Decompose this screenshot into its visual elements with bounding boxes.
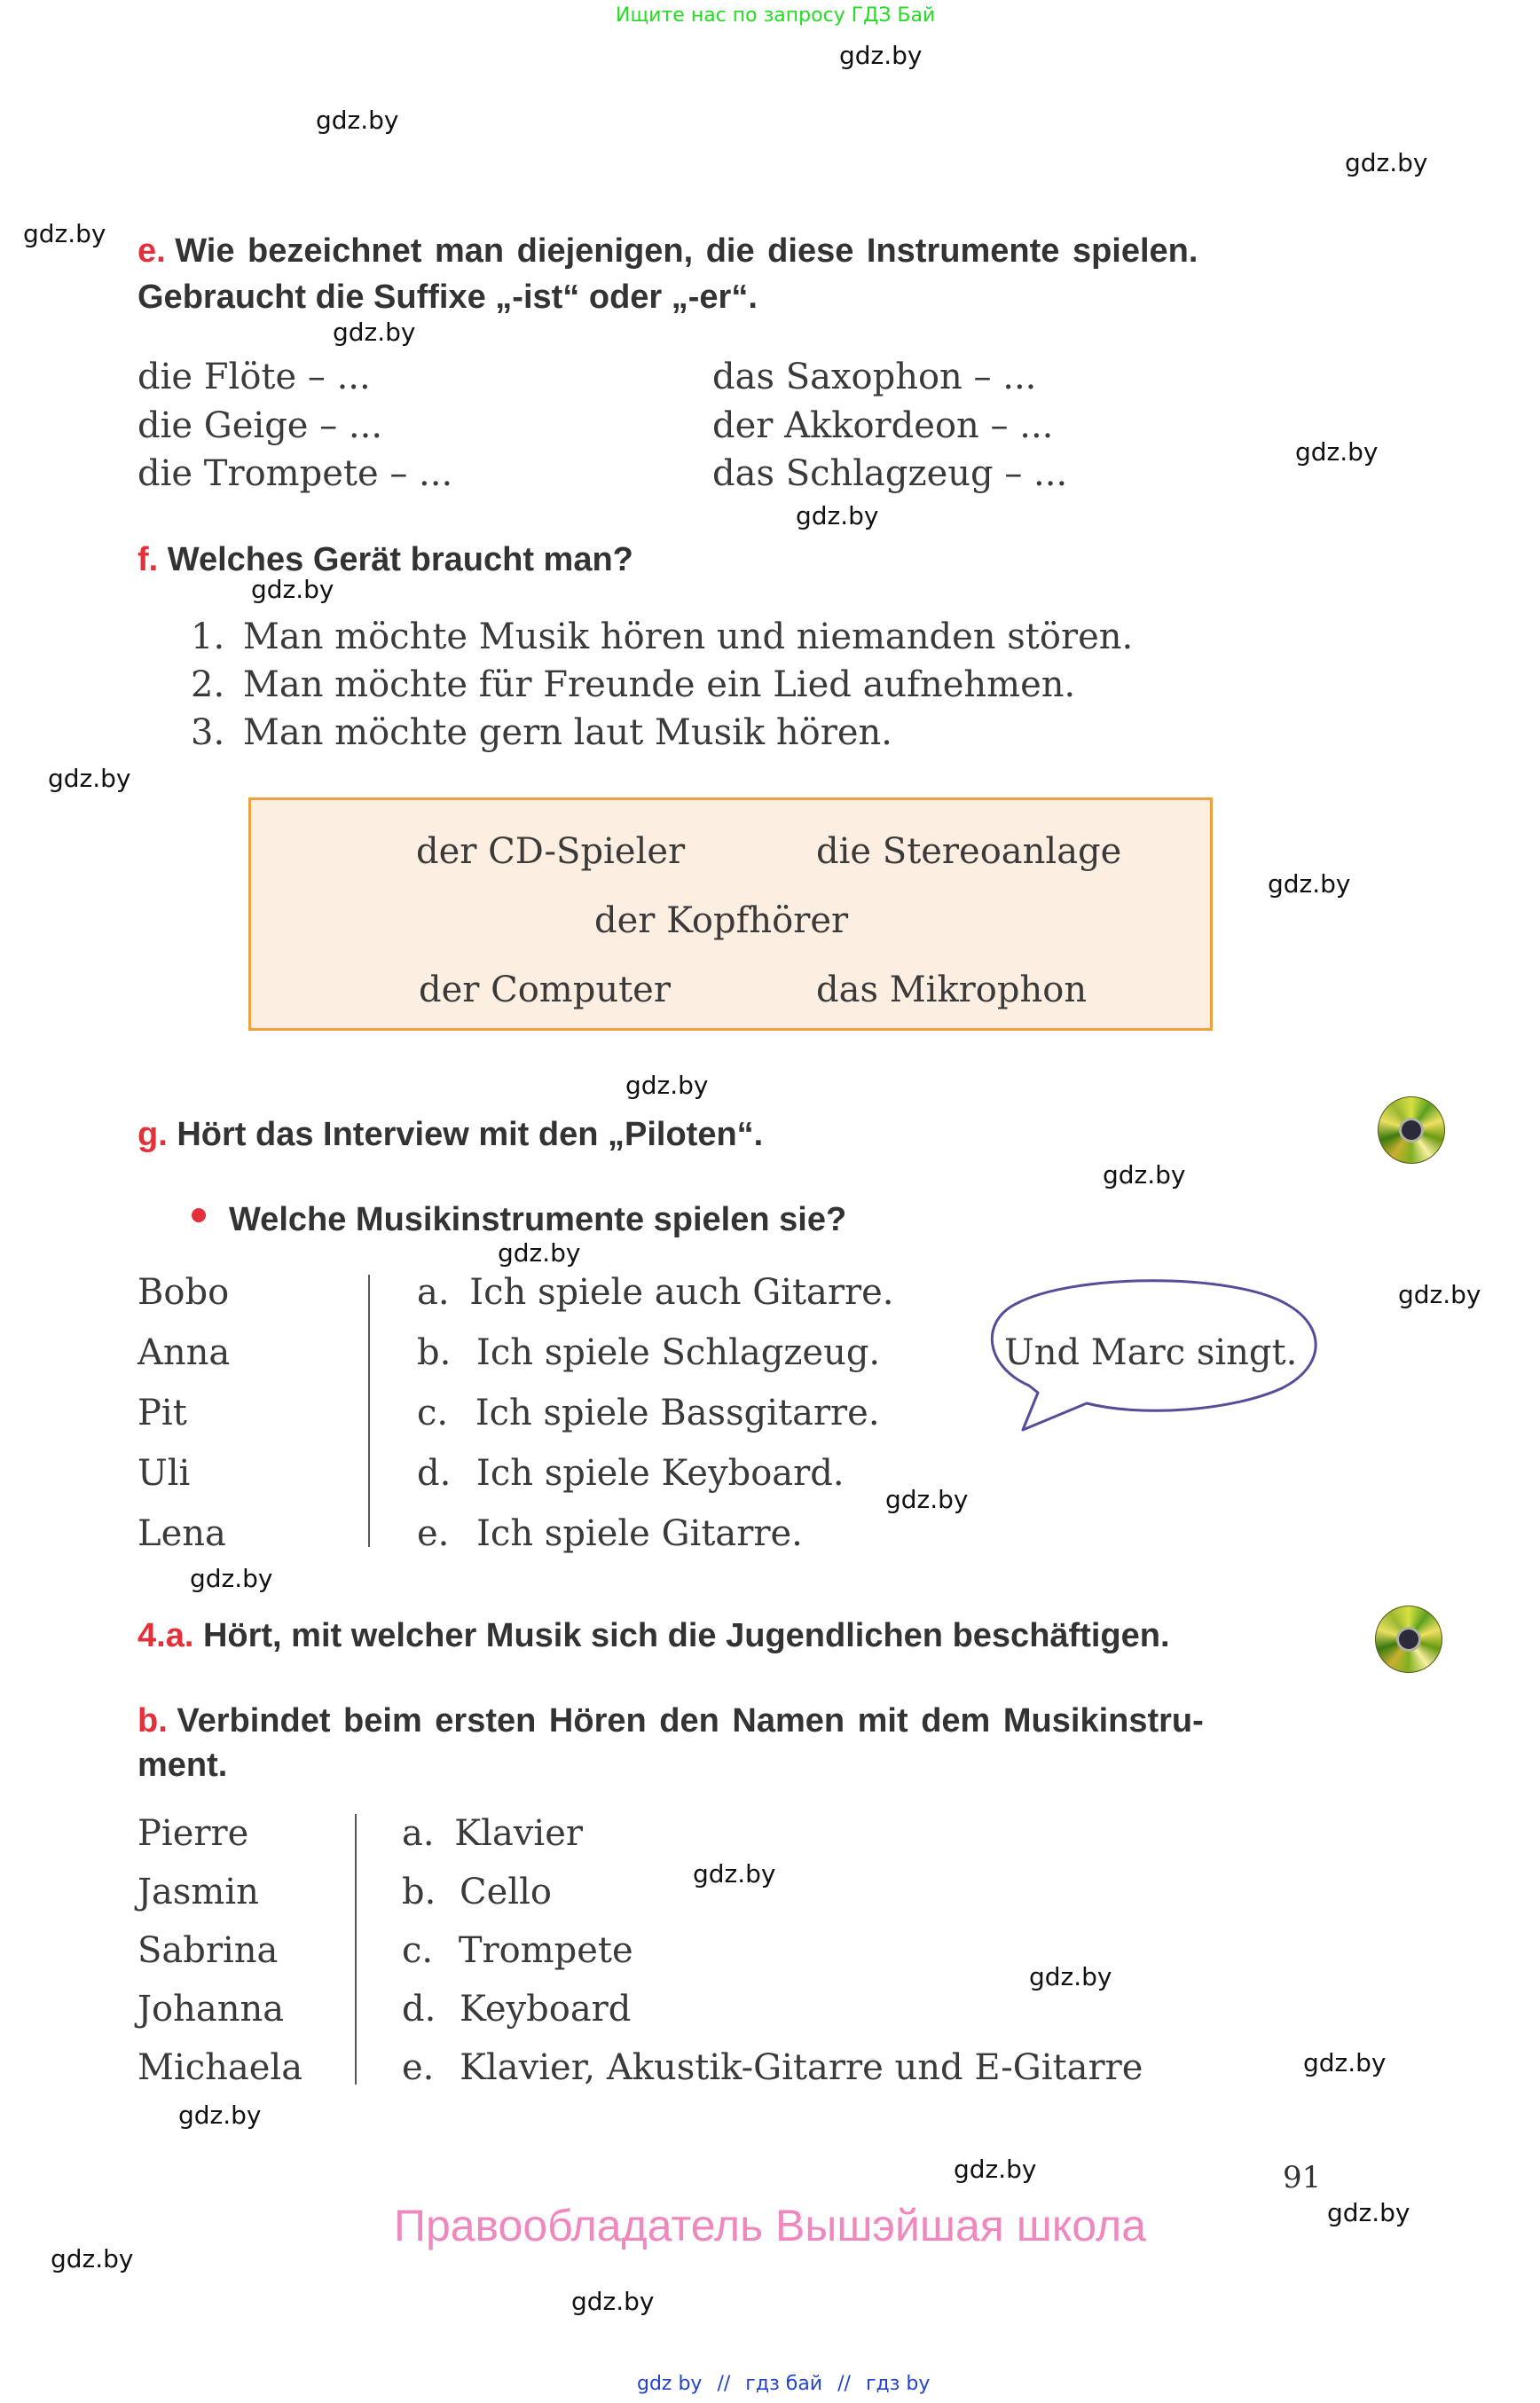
footer-link-gdz-by[interactable]: gdz by — [637, 2373, 703, 2395]
word-computer: der Computer — [419, 970, 671, 1010]
task-f-title: Welches Gerät braucht man? — [167, 541, 633, 578]
page-number: 91 — [1283, 2160, 1322, 2195]
footer-link-gdz-bai[interactable]: гдз бай — [745, 2373, 823, 2395]
watermark-text: gdz.by — [251, 575, 334, 604]
answer-item — [417, 1453, 845, 1494]
item-number: 3. — [191, 712, 225, 753]
task-g-heading — [138, 1112, 763, 1157]
task-4b-title: Verbindet beim ersten Hören den Namen mit dem Musikinstru- — [177, 1702, 1204, 1739]
person-name: Anna — [138, 1332, 231, 1373]
watermark-text: gdz.by — [1303, 2048, 1387, 2077]
item-number: 2. — [191, 664, 225, 705]
task-4b-heading-line2: ment. — [138, 1747, 228, 1784]
task-g-label: g. — [138, 1116, 168, 1153]
task-e-right-item: das Saxophon – ... — [712, 357, 1037, 397]
answer-letter: a. — [402, 1813, 435, 1854]
watermark-text: gdz.by — [1268, 869, 1351, 899]
answer-letter: d. — [417, 1453, 452, 1494]
watermark-text: gdz.by — [498, 1238, 581, 1268]
watermark-text: gdz.by — [885, 1485, 969, 1514]
watermark-text: gdz.by — [571, 2287, 655, 2316]
word-headphones: der Kopfhörer — [594, 900, 849, 941]
task-e-right-item: das Schlagzeug – ... — [712, 453, 1068, 494]
task-4a-heading — [138, 1614, 1170, 1658]
person-name: Pierre — [138, 1813, 249, 1854]
answer-text: Ich spiele Bassgitarre. — [475, 1393, 880, 1433]
answer-letter: b. — [417, 1332, 452, 1373]
column-divider — [355, 1814, 357, 2085]
answer-letter: e. — [402, 2047, 435, 2088]
answer-item — [402, 2047, 1143, 2088]
person-name: Pit — [138, 1393, 187, 1433]
task-f-item — [191, 616, 1134, 657]
answer-text: Klavier, Akustik-Gitarre und E-Gitarre — [460, 2047, 1143, 2088]
task-g-title: Hört das Interview mit den „Piloten“. — [177, 1116, 764, 1153]
watermark-text: gdz.by — [1345, 148, 1428, 177]
answer-letter: d. — [402, 1989, 436, 2030]
task-e-left-item: die Geige – ... — [138, 405, 383, 446]
answer-letter: e. — [417, 1513, 450, 1554]
word-cd-player: der CD-Spieler — [416, 831, 686, 872]
answer-text: Ich spiele auch Gitarre. — [469, 1272, 894, 1313]
person-name: Michaela — [138, 2047, 303, 2088]
watermark-text: gdz.by — [190, 1564, 273, 1593]
answer-text: Ich spiele Gitarre. — [476, 1513, 803, 1554]
answer-text: Trompete — [458, 1930, 633, 1971]
item-text: Man möchte Musik hören und niemanden stören. — [242, 616, 1134, 657]
search-hint-banner: Ищите нас по запросу ГДЗ Бай — [616, 4, 936, 27]
footer-link-gdz-by-cyr[interactable]: гдз by — [865, 2373, 931, 2395]
speech-bubble-text: Und Marc singt. — [1004, 1332, 1298, 1373]
answer-item — [402, 1930, 633, 1971]
answer-item — [417, 1272, 894, 1313]
answer-item — [402, 1874, 552, 1910]
watermark-text: gdz.by — [48, 764, 131, 793]
footer-separator: // — [837, 2373, 851, 2395]
watermark-text: gdz.by — [1327, 2198, 1410, 2227]
watermark-text: gdz.by — [1295, 437, 1379, 467]
answer-text: Ich spiele Keyboard. — [476, 1453, 845, 1494]
person-name: Lena — [138, 1513, 226, 1554]
item-number: 1. — [191, 616, 225, 657]
task-e-heading-line1 — [138, 229, 1198, 273]
person-name: Johanna — [138, 1989, 285, 2030]
watermark-text: gdz.by — [954, 2155, 1037, 2184]
task-e-right-item: der Akkordeon – ... — [712, 405, 1054, 446]
task-e-left-item: die Trompete – ... — [138, 453, 453, 494]
task-g-question: Welche Musikinstrumente spielen sie? — [229, 1201, 847, 1238]
task-e-heading-line2: Gebraucht die Suffixe „-ist“ oder „-er“. — [138, 279, 758, 316]
task-f-item — [191, 664, 1076, 705]
person-name: Sabrina — [138, 1930, 279, 1971]
footer-links — [637, 2375, 930, 2394]
footer-separator: // — [717, 2373, 731, 2395]
watermark-text: gdz.by — [625, 1071, 709, 1100]
person-name: Uli — [138, 1453, 191, 1494]
answer-text: Klavier — [454, 1813, 583, 1854]
watermark-text: gdz.by — [796, 501, 879, 530]
task-f-label: f. — [138, 541, 159, 578]
task-e-title: Wie bezeichnet man diejenigen, die diese Instrumente spielen. — [175, 232, 1198, 270]
answer-letter: c. — [417, 1393, 449, 1433]
task-e-label: e. — [138, 232, 166, 270]
person-name: Jasmin — [138, 1872, 259, 1912]
answer-text: Cello — [460, 1872, 552, 1912]
column-divider — [368, 1275, 370, 1547]
answer-letter: a. — [417, 1272, 450, 1313]
task-f-heading — [138, 538, 633, 582]
word-stereo: die Stereoanlage — [816, 831, 1122, 872]
task-4b-label: b. — [138, 1702, 168, 1739]
watermark-text: gdz.by — [316, 106, 399, 135]
bullet-icon — [192, 1208, 206, 1222]
task-4b-heading-line1 — [138, 1699, 1204, 1743]
task-4a-label: 4.a. — [138, 1617, 194, 1654]
answer-letter: b. — [402, 1872, 436, 1912]
audio-cd-icon[interactable] — [1375, 1606, 1442, 1673]
watermark-text: gdz.by — [1029, 1962, 1112, 1991]
item-text: Man möchte für Freunde ein Lied aufnehmen. — [242, 664, 1076, 705]
answer-item — [417, 1332, 881, 1373]
item-text: Man möchte gern laut Musik hören. — [242, 712, 892, 753]
answer-text: Keyboard — [460, 1989, 632, 2030]
watermark-text: gdz.by — [1103, 1160, 1186, 1190]
watermark-text: gdz.by — [1398, 1280, 1481, 1309]
watermark-text: gdz.by — [693, 1859, 776, 1889]
answer-item — [417, 1395, 880, 1431]
watermark-text: gdz.by — [333, 318, 416, 347]
watermark-text: gdz.by — [23, 219, 106, 248]
audio-cd-icon[interactable] — [1378, 1096, 1445, 1164]
watermark-text: gdz.by — [51, 2244, 134, 2273]
task-f-item — [191, 712, 892, 753]
answer-letter: c. — [402, 1930, 434, 1971]
answer-text: Ich spiele Schlagzeug. — [476, 1332, 881, 1373]
task-e-left-item: die Flöte – ... — [138, 357, 371, 397]
answer-item — [417, 1513, 803, 1554]
word-microphone: das Mikrophon — [816, 970, 1088, 1010]
task-4a-title: Hört, mit welcher Musik sich die Jugendlichen beschäftigen. — [202, 1617, 1170, 1654]
watermark-text: gdz.by — [178, 2101, 262, 2130]
answer-item — [402, 1989, 632, 2030]
answer-item — [402, 1813, 583, 1854]
watermark-text: gdz.by — [839, 41, 923, 70]
copyright-notice: Правообладатель Вышэйшая школа — [394, 2201, 1146, 2250]
person-name: Bobo — [138, 1272, 230, 1313]
